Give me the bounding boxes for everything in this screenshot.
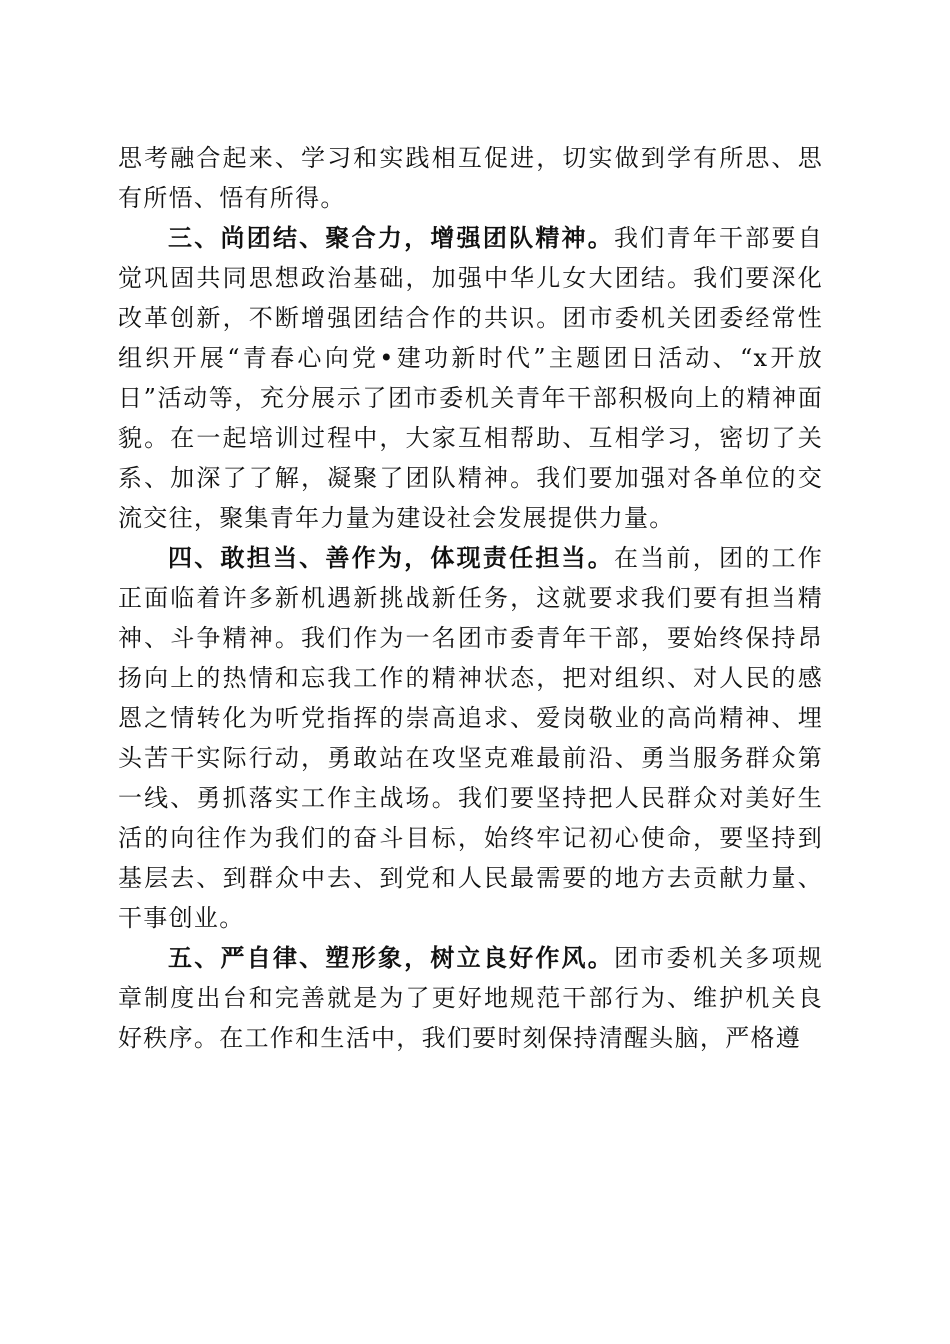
paragraph-text: 在当前，团的工作正面临着许多新机遇新挑战新任务，这就要求我们要有担当精神、斗争精神。我们作为一名团市委青年干部，要始终保持昂扬向上的热情和忘我工作的精神状态，把对组织、对人民的感恩之情转化为听党指挥的崇高追求、爱岗敬业的高尚精神、埋头苦干实际行动，勇敢站在攻坚克难最前沿、勇当服务群众第一线、勇抓落实工作主战场。我们要坚持把人民群众对美好生活的向往作为我们的奋斗目标，始终牢记初心使命，要坚持到基层去、到群众中去、到党和人民最需要的地方去贡献力量、干事创业。 (118, 544, 823, 932)
section-heading: 四、敢担当、善作为，体现责任担当。 (168, 544, 615, 572)
paragraph-text: 思考融合起来、学习和实践相互促进，切实做到学有所思、思有所悟、悟有所得。 (118, 144, 823, 212)
paragraph-section-five (118, 938, 823, 1058)
paragraph-section-three (118, 218, 823, 538)
section-heading: 五、严自律、塑形象，树立良好作风。 (168, 944, 615, 972)
section-heading: 三、尚团结、聚合力，增强团队精神。 (168, 224, 615, 252)
paragraph-section-four (118, 538, 823, 938)
document-page (118, 138, 823, 1058)
paragraph-text: 团市委机关多项规章制度出台和完善就是为了更好地规范干部行为、维护机关良好秩序。在工作和生活中，我们要时刻保持清醒头脑，严格遵 (118, 944, 823, 1052)
paragraph-continuation (118, 138, 823, 218)
paragraph-text: 我们青年干部要自觉巩固共同思想政治基础，加强中华儿女大团结。我们要深化改革创新，不断增强团结合作的共识。团市委机关团委经常性组织开展“青春心向党•建功新时代”主题团日活动、“x开放日”活动等，充分展示了团市委机关青年干部积极向上的精神面貌。在一起培训过程中，大家互相帮助、互相学习，密切了关系、加深了了解，凝聚了团队精神。我们要加强对各单位的交流交往，聚集青年力量为建设社会发展提供力量。 (118, 224, 823, 532)
